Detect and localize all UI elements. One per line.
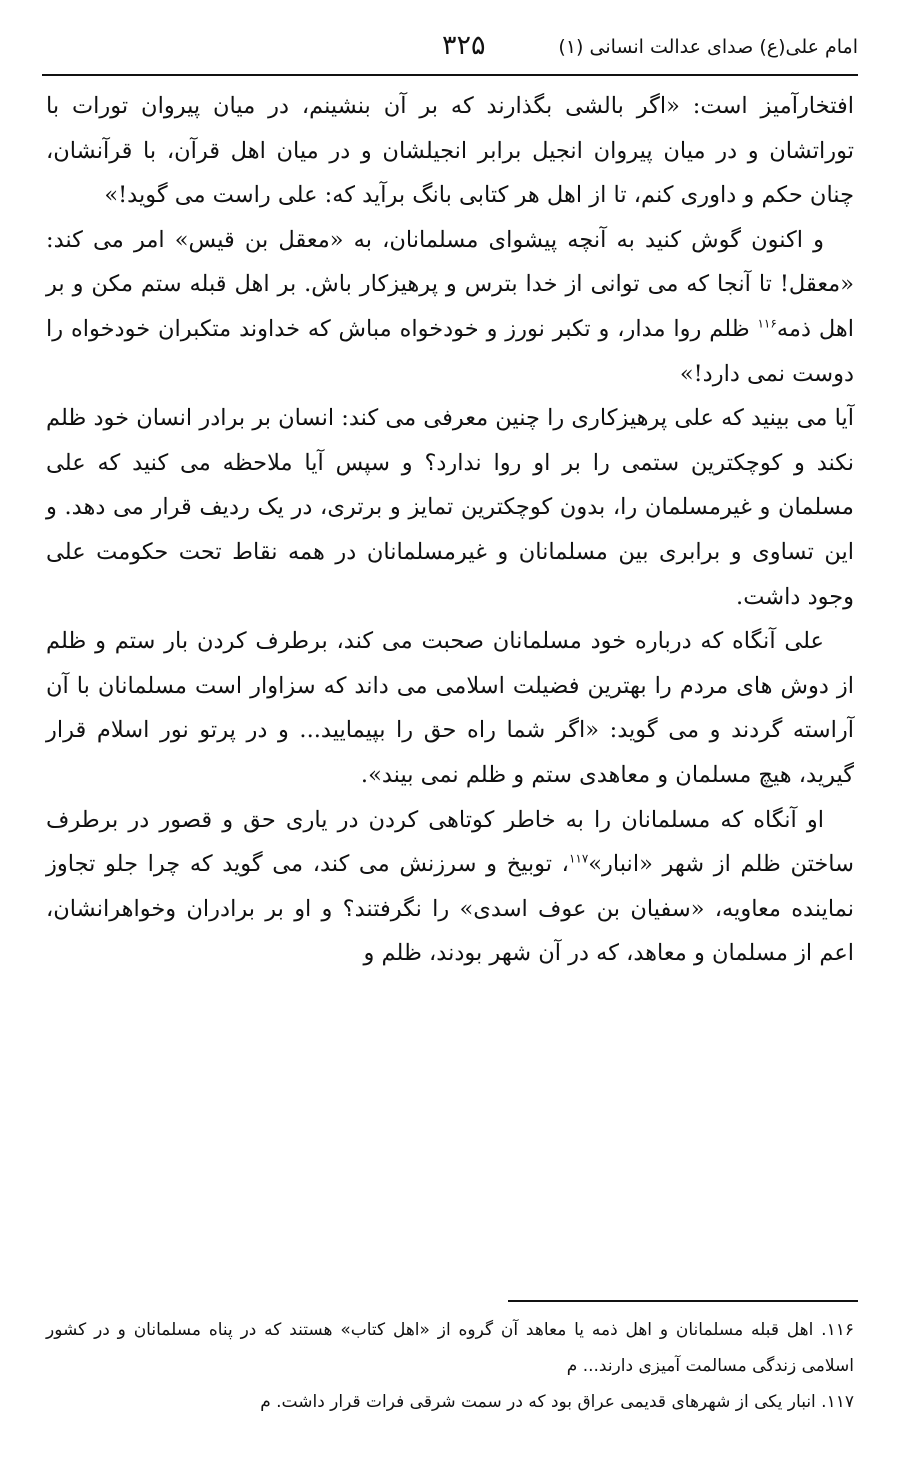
paragraph-1 bbox=[46, 84, 854, 218]
footnotes bbox=[46, 1312, 854, 1420]
paragraph-3 bbox=[46, 396, 854, 619]
paragraph-5-text: او آنگاه که مسلمانان را به خاطر کوتاهی کردن در یاری حق و قصور در برطرف ساختن ظلم از شهر «انبار» bbox=[46, 806, 854, 878]
footnote-116: ۱۱۶. اهل قبله مسلمانان و اهل ذمه یا معاهد آن گروه از «اهل کتاب» هستند که در پناه مسلمانان و در کشور اسلامی زندگی مسالمت آمیزی دارند... م bbox=[46, 1320, 854, 1376]
main-text bbox=[46, 84, 854, 976]
paragraph-4-text: علی آنگاه که درباره خود مسلمانان صحبت می کند، برطرف کردن بار ستم و ظلم از دوش های مردم را بهترین فضیلت اسلامی می داند که سزاوار است مسلمانان با آن آراسته گردند و می گوید: «اگر شما راه حق را بپیمایید... و در پرتو نور اسلام قرار گیرید، هیچ مسلمان و معاهدی ستم و ظلم نمی بیند». bbox=[46, 628, 854, 788]
paragraph-2-text-cont: ظلم روا مدار، و تکبر نورز و خودخواه مباش که خداوند متکبران خودخواه را دوست نمی دارد!» bbox=[46, 315, 854, 387]
running-title: امام علی(ع) صدای عدالت انسانی (۱) bbox=[558, 36, 858, 58]
page-header bbox=[42, 30, 858, 74]
footnote-ref-117: ۱۱۷ bbox=[568, 851, 589, 866]
paragraph-1-text: افتخارآمیز است: «اگر بالشی بگذارند که بر آن بنشینم، در میان پیروان تورات با توراتشان و در میان پیروان انجیل برابر انجیلشان و در میان اهل قرآن، با قرآنشان، چنان حکم و داوری کنم، تا از اهل هر کتابی بانگ برآید که: علی راست می گوید!» bbox=[46, 93, 854, 209]
footnote-ref-116: ۱۱۶ bbox=[757, 316, 777, 331]
footnote-divider bbox=[508, 1300, 858, 1302]
footnote-117: ۱۱۷. انبار یکی از شهرهای قدیمی عراق بود که در سمت شرقی فرات قرار داشت. م bbox=[260, 1392, 854, 1412]
paragraph-5-text-cont: ، توبیخ و سرزنش می کند، می گوید که چرا جلو تجاوز نماینده معاویه، «سفیان بن عوف اسدی» را نگرفتند؟ و او بر برادران وخواهرانشان، اعم از مسلمان و معاهد، که در آن شهر بودند، ظلم و bbox=[46, 851, 854, 967]
paragraph-2 bbox=[46, 218, 854, 396]
paragraph-2-text: و اکنون گوش کنید به آنچه پیشوای مسلمانان، به «معقل بن قیس» امر می کند: «معقل! تا آنجا که می توانی از خدا بترس و پرهیزکار باش. بر اهل قبله ستم مکن و بر اهل ذمه bbox=[46, 226, 854, 342]
paragraph-3-text: آیا می بینید که علی پرهیزکاری را چنین معرفی می کند: انسان بر برادر انسان خود ظلم نکند و کوچکترین ستمی را بر او روا ندارد؟ و سپس آیا ملاحظه می کنید که علی مسلمان و غیرمسلمان را، بدون کوچکترین تمایز و برتری، در یک ردیف قرار می دهد. و این تساوی و برابری بین مسلمانان و غیرمسلمانان در همه نقاط تحت حکومت علی وجود داشت. bbox=[46, 405, 854, 610]
paragraph-4 bbox=[46, 619, 854, 797]
page-number: ۳۲۵ bbox=[442, 30, 486, 61]
paragraph-5 bbox=[46, 798, 854, 976]
header-divider bbox=[42, 74, 858, 76]
